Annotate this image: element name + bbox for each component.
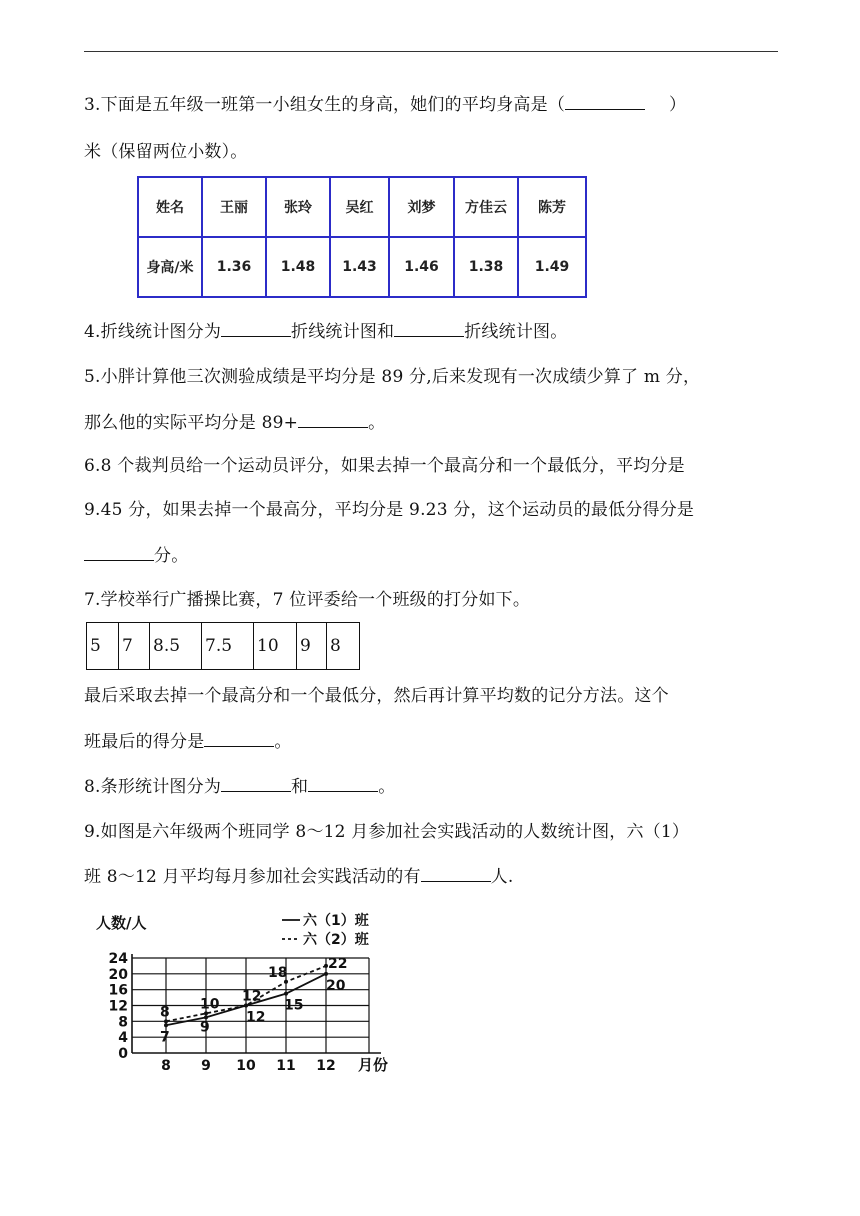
score-cell: 8.5 — [150, 623, 202, 670]
data-label: 12 — [246, 1009, 266, 1026]
table-cell: 方佳云 — [454, 177, 518, 237]
data-point — [324, 972, 328, 976]
y-tick-label: 16 — [108, 982, 128, 999]
question-7-line-2: 最后采取去掉一个最高分和一个最低分，然后再计算平均数的记分方法。这个 — [84, 686, 669, 706]
data-point — [164, 1023, 168, 1027]
x-tick-label: 12 — [316, 1058, 336, 1074]
score-cell: 9 — [297, 623, 327, 670]
question-4: 4.折线统计图分为 折线统计图和 折线统计图。 — [84, 322, 568, 342]
table-row — [87, 623, 360, 670]
table-cell: 姓名 — [138, 177, 202, 237]
table-cell: 吴红 — [330, 177, 389, 237]
answer-blank[interactable] — [204, 731, 274, 747]
y-tick-label: 12 — [108, 998, 128, 1015]
answer-blank[interactable] — [565, 94, 645, 110]
answer-blank[interactable] — [84, 545, 154, 561]
question-6-line-1: 6.8 个裁判员给一个运动员评分，如果去掉一个最高分和一个最低分，平均分是 — [84, 456, 685, 476]
x-tick-label: 10 — [236, 1058, 256, 1074]
question-9-line-1: 9.如图是六年级两个班同学 8～12 月参加社会实践活动的人数统计图，六（1） — [84, 822, 690, 842]
table-cell: 1.36 — [202, 237, 266, 297]
question-5-line-1: 5.小胖计算他三次测验成绩是平均分是 89 分,后来发现有一次成绩少算了 m 分， — [84, 367, 701, 387]
score-cell: 5 — [87, 623, 119, 670]
x-axis-label: 月份 — [358, 1056, 389, 1074]
top-rule — [84, 51, 778, 52]
legend-label: 六（2）班 — [303, 932, 369, 948]
table-cell: 1.49 — [518, 237, 586, 297]
data-label: 9 — [200, 1019, 210, 1036]
score-cell: 7.5 — [202, 623, 254, 670]
answer-blank[interactable] — [298, 412, 368, 428]
answer-blank[interactable] — [394, 321, 464, 337]
data-label: 12 — [242, 988, 262, 1005]
score-cell: 7 — [119, 623, 150, 670]
question-9-line-2: 班 8～12 月平均每月参加社会实践活动的有 人. — [84, 867, 514, 887]
data-label: 20 — [326, 977, 346, 994]
table-cell: 王丽 — [202, 177, 266, 237]
score-cell: 8 — [327, 623, 360, 670]
answer-blank[interactable] — [221, 321, 291, 337]
data-label: 18 — [268, 964, 288, 981]
x-tick-label: 11 — [276, 1058, 296, 1074]
answer-blank[interactable] — [421, 866, 491, 882]
score-table — [86, 622, 360, 670]
data-label: 10 — [200, 996, 220, 1013]
question-7-line-1: 7.学校举行广播操比赛，7 位评委给一个班级的打分如下。 — [84, 590, 531, 610]
y-tick-label: 24 — [108, 951, 128, 967]
answer-blank[interactable] — [221, 776, 291, 792]
data-label: 15 — [284, 997, 304, 1014]
table-cell: 1.38 — [454, 237, 518, 297]
table-row — [138, 177, 586, 237]
question-6-line-3: 分。 — [84, 545, 188, 566]
x-tick-label: 9 — [201, 1058, 211, 1074]
legend-label: 六（1）班 — [303, 913, 369, 929]
data-label: 22 — [328, 955, 348, 972]
table-cell: 陈芳 — [518, 177, 586, 237]
question-3-line-2: 米（保留两位小数）。 — [84, 142, 248, 162]
table-cell: 张玲 — [266, 177, 330, 237]
question-5-line-2: 那么他的实际平均分是 89+ 。 — [84, 413, 386, 433]
data-point — [284, 992, 288, 996]
question-7-line-3: 班最后的得分是 。 — [84, 732, 292, 752]
data-label: 8 — [160, 1004, 170, 1021]
question-6-line-2: 9.45 分，如果去掉一个最高分，平均分是 9.23 分，这个运动员的最低分得分是 — [84, 500, 695, 520]
table-cell: 1.43 — [330, 237, 389, 297]
question-8: 8.条形统计图分为 和 。 — [84, 777, 396, 797]
question-3-line-1: 3.下面是五年级一班第一小组女生的身高，她们的平均身高是（ ） — [84, 95, 687, 115]
y-tick-label: 4 — [118, 1030, 128, 1047]
answer-blank[interactable] — [308, 776, 378, 792]
data-label: 7 — [160, 1029, 170, 1046]
score-cell: 10 — [254, 623, 297, 670]
table-cell: 身高/米 — [138, 237, 202, 297]
table-cell: 1.46 — [389, 237, 454, 297]
y-tick-label: 8 — [118, 1014, 128, 1031]
table-row — [138, 237, 586, 297]
x-tick-label: 8 — [161, 1058, 171, 1074]
y-axis-label: 人数/人 — [96, 914, 147, 932]
line-chart — [94, 908, 404, 1080]
height-table — [137, 176, 587, 298]
y-tick-label: 0 — [118, 1046, 128, 1062]
y-tick-label: 20 — [108, 966, 128, 983]
table-cell: 1.48 — [266, 237, 330, 297]
table-cell: 刘梦 — [389, 177, 454, 237]
